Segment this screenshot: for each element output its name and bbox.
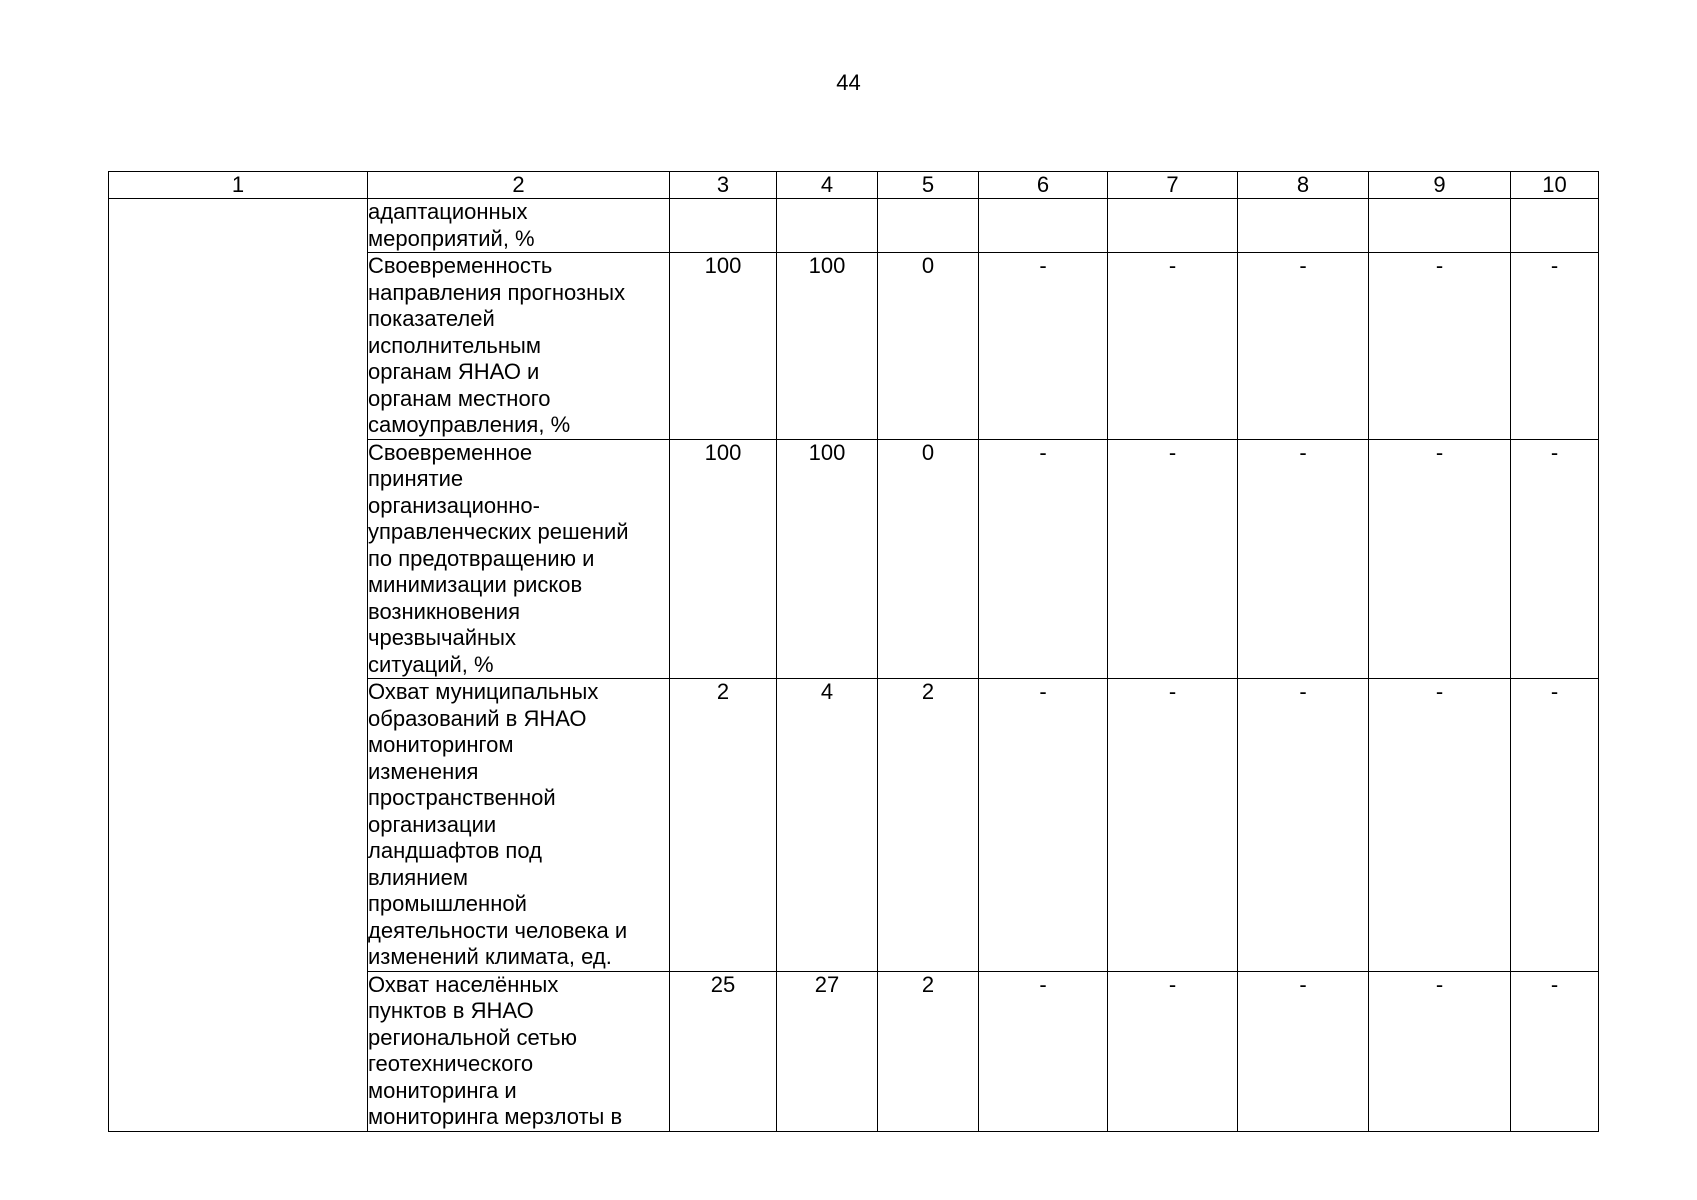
column-header: 6 [979,172,1108,199]
value-cell: - [979,253,1108,440]
column-header: 8 [1238,172,1369,199]
indicator-name-cell: Охват населённых пунктов в ЯНАО региональной сетью геотехнического мониторинга и мониторинга мерзлоты в [368,971,670,1131]
value-cell: - [979,679,1108,972]
value-cell: 100 [670,439,777,679]
column-header: 1 [109,172,368,199]
indicator-name-cell: Охват муниципальных образований в ЯНАО мониторингом изменения пространственной организации ландшафтов под влиянием промышленной деятельности человека и изменений климата, ед. [368,679,670,972]
value-cell: - [1108,971,1238,1131]
indicator-name-cell: адаптационных мероприятий, % [368,199,670,253]
value-cell: - [1108,679,1238,972]
value-cell: 100 [670,253,777,440]
table-header-row [109,172,1599,199]
value-cell: - [1511,971,1599,1131]
value-cell: 0 [878,253,979,440]
value-cell: 4 [777,679,878,972]
value-cell: - [1108,439,1238,679]
value-cell: 0 [878,439,979,679]
value-cell [1108,199,1238,253]
value-cell: 2 [670,679,777,972]
value-cell [878,199,979,253]
value-cell: - [1238,971,1369,1131]
value-cell: - [979,971,1108,1131]
value-cell: - [1238,439,1369,679]
value-cell: 25 [670,971,777,1131]
value-cell: - [1238,679,1369,972]
column-header: 4 [777,172,878,199]
column-header: 10 [1511,172,1599,199]
value-cell: - [1511,439,1599,679]
value-cell: 100 [777,253,878,440]
page-number: 44 [836,70,861,95]
column-header: 9 [1369,172,1511,199]
value-cell: - [1108,253,1238,440]
value-cell: 2 [878,971,979,1131]
value-cell: - [979,439,1108,679]
value-cell: - [1369,439,1511,679]
value-cell: - [1238,253,1369,440]
value-cell [670,199,777,253]
value-cell [1369,199,1511,253]
program-cell [109,199,368,1132]
value-cell: 27 [777,971,878,1131]
indicators-table [108,171,1599,1132]
value-cell: - [1369,253,1511,440]
column-header: 2 [368,172,670,199]
column-header: 3 [670,172,777,199]
column-header: 7 [1108,172,1238,199]
value-cell: - [1511,679,1599,972]
column-header: 5 [878,172,979,199]
value-cell [777,199,878,253]
value-cell: - [1369,679,1511,972]
value-cell: - [1369,971,1511,1131]
value-cell: 2 [878,679,979,972]
table-row [109,199,1599,253]
value-cell [1238,199,1369,253]
value-cell [1511,199,1599,253]
value-cell: 100 [777,439,878,679]
indicator-name-cell: Своевременность направления прогнозных показателей исполнительным органам ЯНАО и органам местного самоуправления, % [368,253,670,440]
value-cell [979,199,1108,253]
value-cell: - [1511,253,1599,440]
indicator-name-cell: Своевременное принятие организационно- управленческих решений по предотвращению и минимизации рисков возникновения чрезвычайных ситуаций, % [368,439,670,679]
